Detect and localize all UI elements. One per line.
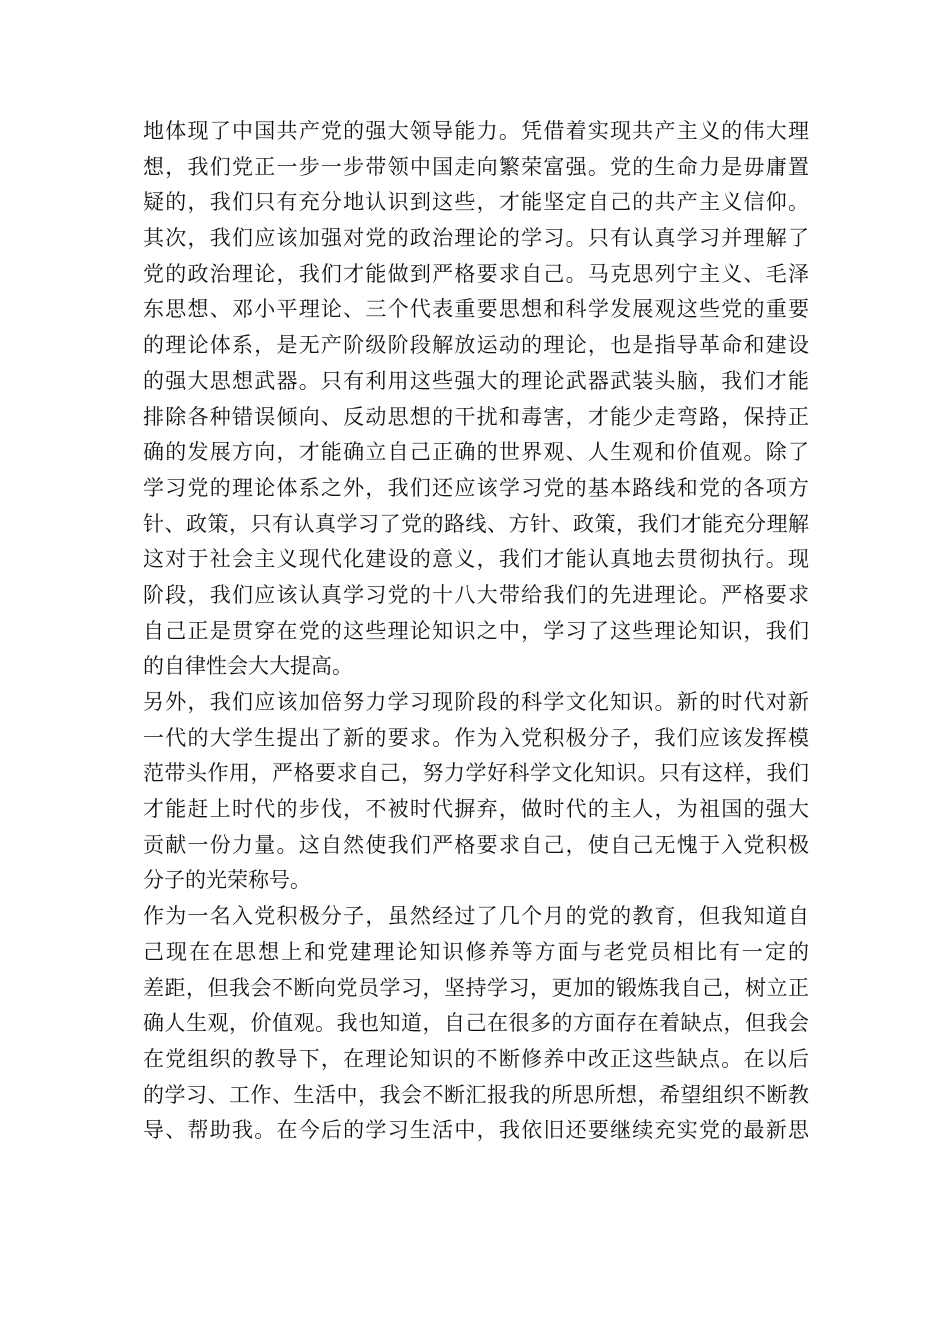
text-line: 疑的，我们只有充分地认识到这些，才能坚定自己的共产主义信仰。: [143, 190, 809, 215]
text-line: 确的发展方向，才能确立自己正确的世界观、人生观和价值观。除了: [143, 440, 809, 465]
text-line: 的强大思想武器。只有利用这些强大的理论武器武装头脑，我们才能: [143, 368, 809, 393]
text-line: 自己正是贯穿在党的这些理论知识之中，学习了这些理论知识，我们: [143, 618, 809, 643]
text-line: 其次，我们应该加强对党的政治理论的学习。只有认真学习并理解了: [143, 226, 809, 251]
text-line: 这对于社会主义现代化建设的意义，我们才能认真地去贯彻执行。现: [143, 547, 809, 572]
text-line: 的学习、工作、生活中，我会不断汇报我的所思所想，希望组织不断教: [143, 1082, 809, 1107]
body-text: [143, 114, 809, 1149]
text-line: 东思想、邓小平理论、三个代表重要思想和科学发展观这些党的重要: [143, 297, 809, 322]
text-line: 一代的大学生提出了新的要求。作为入党积极分子，我们应该发挥模: [143, 725, 809, 750]
text-line: 学习党的理论体系之外，我们还应该学习党的基本路线和党的各项方: [143, 475, 809, 500]
text-line: 导、帮助我。在今后的学习生活中，我依旧还要继续充实党的最新思: [143, 1118, 809, 1143]
text-line: 的理论体系，是无产阶级阶段解放运动的理论，也是指导革命和建设: [143, 333, 809, 358]
text-line: 范带头作用，严格要求自己，努力学好科学文化知识。只有这样，我们: [143, 761, 809, 786]
text-line: 针、政策，只有认真学习了党的路线、方针、政策，我们才能充分理解: [143, 511, 809, 536]
text-line: 另外，我们应该加倍努力学习现阶段的科学文化知识。新的时代对新: [143, 690, 809, 714]
text-line: 在党组织的教导下，在理论知识的不断修养中改正这些缺点。在以后: [143, 1046, 809, 1071]
text-line: 阶段，我们应该认真学习党的十八大带给我们的先进理论。严格要求: [143, 582, 809, 607]
text-line: 地体现了中国共产党的强大领导能力。凭借着实现共产主义的伟大理: [143, 119, 809, 143]
text-line: 才能赶上时代的步伐，不被时代摒弃，做时代的主人，为祖国的强大: [143, 797, 809, 822]
text-line: 确人生观，价值观。我也知道，自己在很多的方面存在着缺点，但我会: [143, 1011, 809, 1036]
text-line: 想，我们党正一步一步带领中国走向繁荣富强。党的生命力是毋庸置: [143, 154, 809, 179]
text-line: 的自律性会大大提高。: [143, 654, 353, 679]
text-line: 己现在在思想上和党建理论知识修养等方面与老党员相比有一定的: [143, 939, 809, 964]
text-line: 作为一名入党积极分子，虽然经过了几个月的党的教育，但我知道自: [143, 904, 809, 929]
text-line: 贡献一份力量。这自然使我们严格要求自己，使自己无愧于入党积极: [143, 832, 809, 857]
text-line: 分子的光荣称号。: [143, 868, 311, 893]
text-line: 差距，但我会不断向党员学习，坚持学习，更加的锻炼我自己，树立正: [143, 975, 809, 1000]
text-line: 排除各种错误倾向、反动思想的干扰和毒害，才能少走弯路，保持正: [143, 404, 809, 429]
text-line: 党的政治理论，我们才能做到严格要求自己。马克思列宁主义、毛泽: [143, 261, 809, 286]
